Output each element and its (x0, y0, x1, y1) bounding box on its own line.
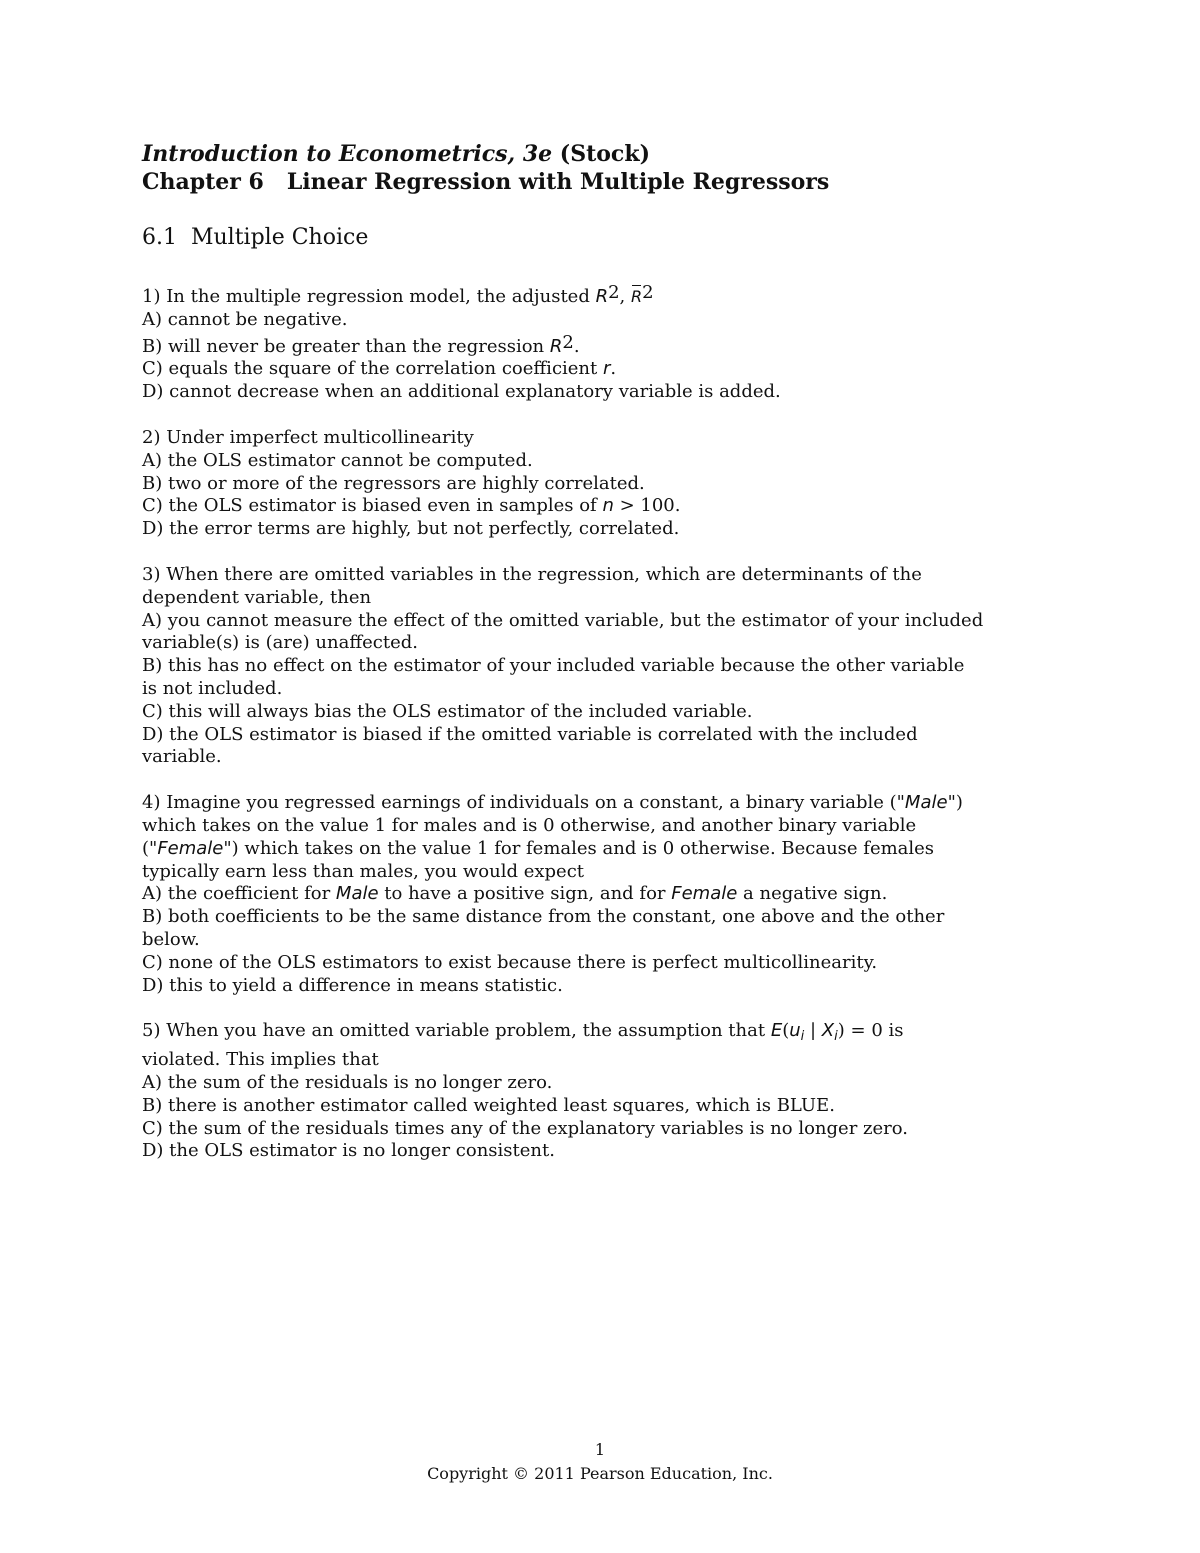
question-1 (142, 282, 1072, 404)
q2-option-b: B) two or more of the regressors are highly correlated. (142, 472, 645, 494)
q5-math-e: E (770, 1020, 783, 1042)
q1-option-b-suffix: . (573, 335, 580, 357)
page-footer (0, 1438, 1200, 1486)
q1-option-b-sup: 2 (562, 331, 574, 353)
q1-option-c-text: C) equals the square of the correlation coefficient (142, 358, 603, 380)
q1-stem-sup: 2 (608, 282, 620, 303)
q5-option-d: D) the OLS estimator is no longer consistent. (142, 1140, 555, 1162)
q4-line1-text: 4) Imagine you regressed earnings of individuals on a constant, a binary variable (" (142, 792, 905, 814)
book-title (142, 140, 1072, 168)
section-title: 6.1 Multiple Choice (142, 225, 369, 250)
q1-option-d: D) cannot decrease when an additional explanatory variable is added. (142, 381, 781, 403)
q4-option-a-text: A) the coefficient for (142, 883, 336, 905)
question-4 (142, 792, 1072, 997)
q1-stem-text: 1) In the multiple regression model, the adjusted (142, 286, 596, 307)
q4-option-a-math-male: Male (335, 883, 379, 905)
q1-option-c-math: r (602, 358, 611, 380)
page-number: 1 (594, 1440, 606, 1459)
chapter-title: Chapter 6 Linear Regression with Multiple Regressors (142, 169, 830, 195)
q3-option-line: C) this will always bias the OLS estimator of the included variable. (142, 700, 753, 722)
q5-math-u: u (789, 1020, 801, 1042)
q5-math-close: ) (837, 1020, 845, 1042)
q1-option-c (142, 358, 1072, 381)
q1-option-b-text: B) will never be greater than the regression (142, 335, 550, 357)
q2-option-a: A) the OLS estimator cannot be computed. (142, 449, 533, 471)
question-4-stem-line: which takes on the value 1 for males and is 0 otherwise, and another binary variable (142, 814, 917, 836)
q1-stem-rbar-sup: 2 (642, 282, 654, 303)
q3-option-line: variable. (142, 746, 222, 768)
question-2 (142, 427, 1072, 541)
question-3 (142, 564, 1072, 769)
q2-option-d: D) the error terms are highly, but not perfectly, correlated. (142, 518, 680, 540)
q1-option-b (142, 332, 1072, 359)
q5-line1-text: 5) When you have an omitted variable problem, the assumption that (142, 1020, 771, 1042)
question-5 (142, 1020, 1072, 1163)
q4-line3-prefix: (" (142, 837, 158, 859)
q3-option-line: A) you cannot measure the effect of the omitted variable, but the estimator of your included (142, 609, 984, 631)
q5-option-b: B) there is another estimator called weighted least squares, which is BLUE. (142, 1094, 835, 1116)
q5-option-c: C) the sum of the residuals times any of the explanatory variables is no longer zero. (142, 1117, 909, 1139)
q4-line1-suffix: ") (947, 792, 963, 814)
q4-option-b: B) both coefficients to be the same distance from the constant, one above and the other (142, 906, 945, 928)
copyright-notice: Copyright © 2011 Pearson Education, Inc. (427, 1464, 773, 1483)
q4-option-a (142, 883, 1072, 906)
q5-line1-suffix: = 0 is (844, 1020, 904, 1042)
question-5-stem-line: violated. This implies that (142, 1049, 379, 1071)
q4-line3-suffix: ") which takes on the value 1 for females and is 0 otherwise. Because females (223, 837, 935, 859)
q5-math-sub-i: i (834, 1029, 838, 1045)
q5-math-open: ( (782, 1020, 790, 1042)
question-4-stem-line: typically earn less than males, you would expect (142, 860, 585, 882)
q5-math-bar: | (804, 1020, 822, 1042)
question-2-stem: 2) Under imperfect multicollinearity (142, 426, 474, 448)
q1-option-c-suffix: . (610, 358, 617, 380)
question-4-stem-line (142, 792, 1072, 815)
book-title-author: (Stock) (552, 141, 650, 167)
q4-option-d: D) this to yield a difference in means statistic. (142, 974, 563, 996)
q3-option-line: B) this has no effect on the estimator of your included variable because the other variable (142, 655, 965, 677)
q4-option-b-cont: below. (142, 928, 200, 950)
q4-option-a-suffix: a negative sign. (737, 883, 888, 905)
question-3-stem-line: 3) When there are omitted variables in the regression, which are determinants of the (142, 563, 922, 585)
q5-math-sub-i: i (800, 1029, 805, 1045)
q1-stem-rbar-letter: R (631, 287, 643, 306)
q4-option-a-mid: to have a positive sign, and for (378, 883, 672, 905)
q2-option-c-text: C) the OLS estimator is biased even in samples of (142, 495, 603, 517)
q1-option-a: A) cannot be negative. (142, 308, 348, 330)
q1-stem-sep: , (619, 286, 631, 307)
question-5-stem-line (142, 1020, 1072, 1049)
q1-stem-math-r: R (595, 286, 609, 307)
q1-option-b-math: R (549, 335, 563, 357)
question-4-stem-line (142, 838, 1072, 861)
q4-line1-math: Male (904, 792, 948, 814)
document-page (142, 140, 1072, 1186)
q1-stem-rbar (631, 286, 642, 309)
book-title-italic: Introduction to Econometrics, 3e (142, 141, 553, 167)
q4-option-a-math-female: Female (671, 883, 738, 905)
q2-option-c-math: n (602, 495, 614, 517)
q3-option-line: D) the OLS estimator is biased if the omitted variable is correlated with the included (142, 723, 918, 745)
rbar-overline (632, 285, 641, 286)
q3-option-line: is not included. (142, 677, 283, 699)
q5-math-x: X (821, 1020, 835, 1042)
q2-option-c (142, 495, 1072, 518)
q2-option-c-suffix: > 100. (613, 495, 681, 517)
q4-option-c: C) none of the OLS estimators to exist because there is perfect multicollinearity. (142, 951, 878, 973)
question-1-stem (142, 282, 1072, 309)
q3-option-line: variable(s) is (are) unaffected. (142, 632, 418, 654)
q4-line3-math: Female (157, 837, 224, 859)
question-3-stem-line: dependent variable, then (142, 586, 372, 608)
question-list (142, 282, 1072, 1163)
q5-option-a: A) the sum of the residuals is no longer zero. (142, 1071, 553, 1093)
